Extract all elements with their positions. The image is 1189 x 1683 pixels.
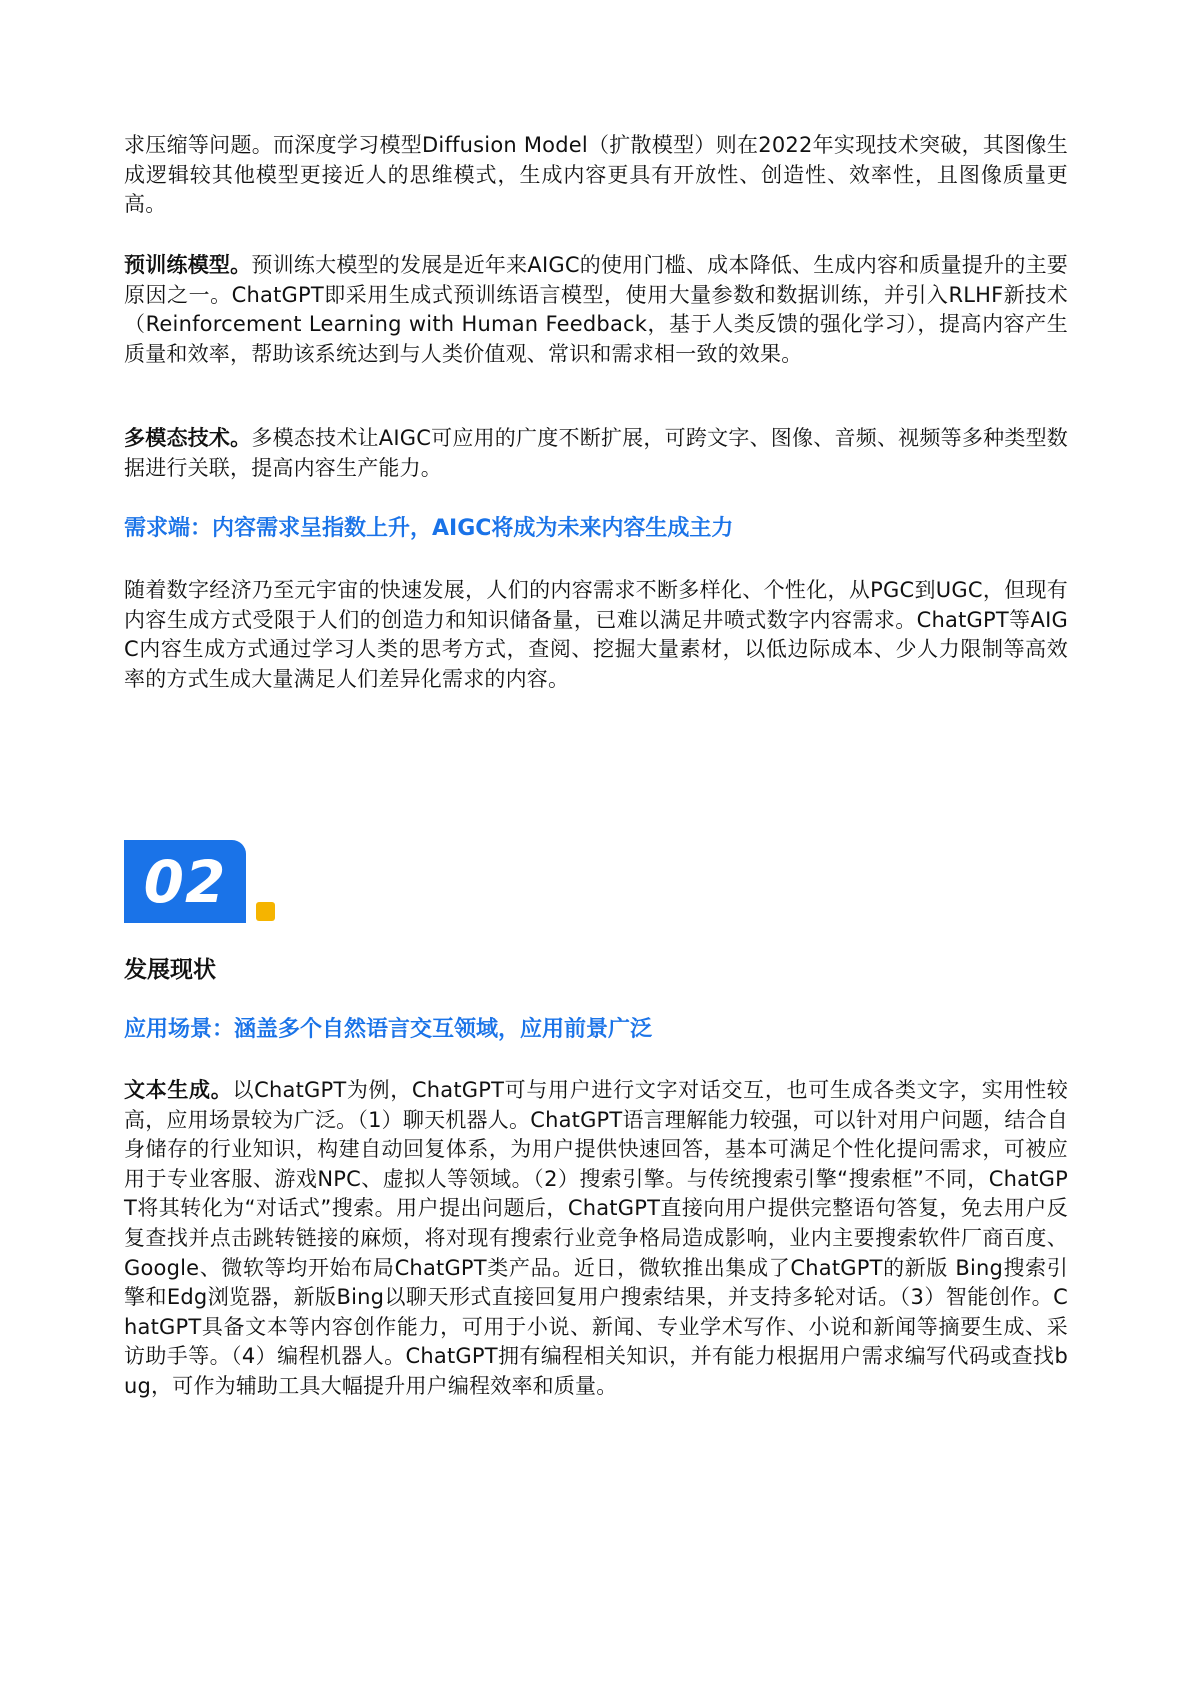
paragraph-content-demand: 随着数字经济乃至元宇宙的快速发展，人们的内容需求不断多样化、个性化，从PGC到UGC，但现有内容生成方式受限于人们的创造力和知识储备量，已难以满足井喷式数字内容需求。ChatGPT等AIGC内容生成方式通过学习人类的思考方式，查阅、挖掘大量素材，以低边际成本、少人力限制等高效率的方式生成大量满足人们差异化需求的内容。: [124, 578, 1068, 691]
heading-application-scenarios: 应用场景：涵盖多个自然语言交互领域，应用前景广泛: [124, 1017, 653, 1042]
heading-demand-side: 需求端：内容需求呈指数上升，AIGC将成为未来内容生成主力: [124, 516, 734, 541]
paragraph-body-text-generation: 以ChatGPT为例，ChatGPT可与用户进行文字对话交互，也可生成各类文字，实用性较高，应用场景较为广泛。（1）聊天机器人。ChatGPT语言理解能力较强，可以针对用户问题，结合自身储存的行业知识，构建自动回复体系，为用户提供快速回答，基本可满足个性化提问需求，可被应用于专业客服、游戏NPC、虚拟人等领域。（2）搜索引擎。与传统搜索引擎“搜索框”不同，ChatGPT将其转化为“对话式”搜索。用户提出问题后，ChatGPT直接向用户提供完整语句答复，免去用户反复查找并点击跳转链接的麻烦，将对现有搜索行业竞争格局造成影响，业内主要搜索软件厂商百度、Google、微软等均开始布局ChatGPT类产品。近日，微软推出集成了ChatGPT的新版 Bing搜索引擎和Edg浏览器，新版Bing以聊天形式直接回复用户搜索结果，并支持多轮对话。（3）智能创作。ChatGPT具备文本等内容创作能力，可用于小说、新闻、专业学术写作、小说和新闻等摘要生成、采访助手等。（4）编程机器人。ChatGPT拥有编程相关知识，并有能力根据用户需求编写代码或查找bug，可作为辅助工具大幅提升用户编程效率和质量。: [124, 1078, 1068, 1398]
section-number-badge: [124, 840, 294, 930]
paragraph-body-pretrained: 预训练大模型的发展是近年来AIGC的使用门槛、成本降低、生成内容和质量提升的主要原因之一。ChatGPT即采用生成式预训练语言模型，使用大量参数和数据训练，并引入RLHF新技术（Reinforcement Learning with Human Feedback，基于人类反馈的强化学习），提高内容产生质量和效率，帮助该系统达到与人类价值观、常识和需求相一致的效果。: [124, 253, 1068, 366]
document-page: [124, 0, 1068, 1683]
paragraph-lead-multimodal: 多模态技术。: [124, 426, 252, 450]
section-number-box: [124, 840, 246, 923]
paragraph-text-generation: [124, 1076, 1068, 1402]
accent-dot-icon: [256, 902, 275, 921]
section-number: 02: [143, 847, 227, 916]
paragraph-diffusion-model: 求压缩等问题。而深度学习模型Diffusion Model（扩散模型）则在2022年实现技术突破，其图像生成逻辑较其他模型更接近人的思维模式，生成内容更具有开放性、创造性、效率性，且图像质量更高。: [124, 133, 1068, 217]
paragraph-body-multimodal: 多模态技术让AIGC可应用的广度不断扩展，可跨文字、图像、音频、视频等多种类型数据进行关联，提高内容生产能力。: [124, 426, 1068, 480]
paragraph-lead-pretrained: 预训练模型。: [124, 253, 252, 277]
paragraph-lead-text-generation: 文本生成。: [124, 1078, 233, 1102]
section-title: 发展现状: [124, 957, 216, 983]
paragraph-pretrained-model: [124, 251, 1068, 369]
paragraph-multimodal: [124, 424, 1068, 483]
